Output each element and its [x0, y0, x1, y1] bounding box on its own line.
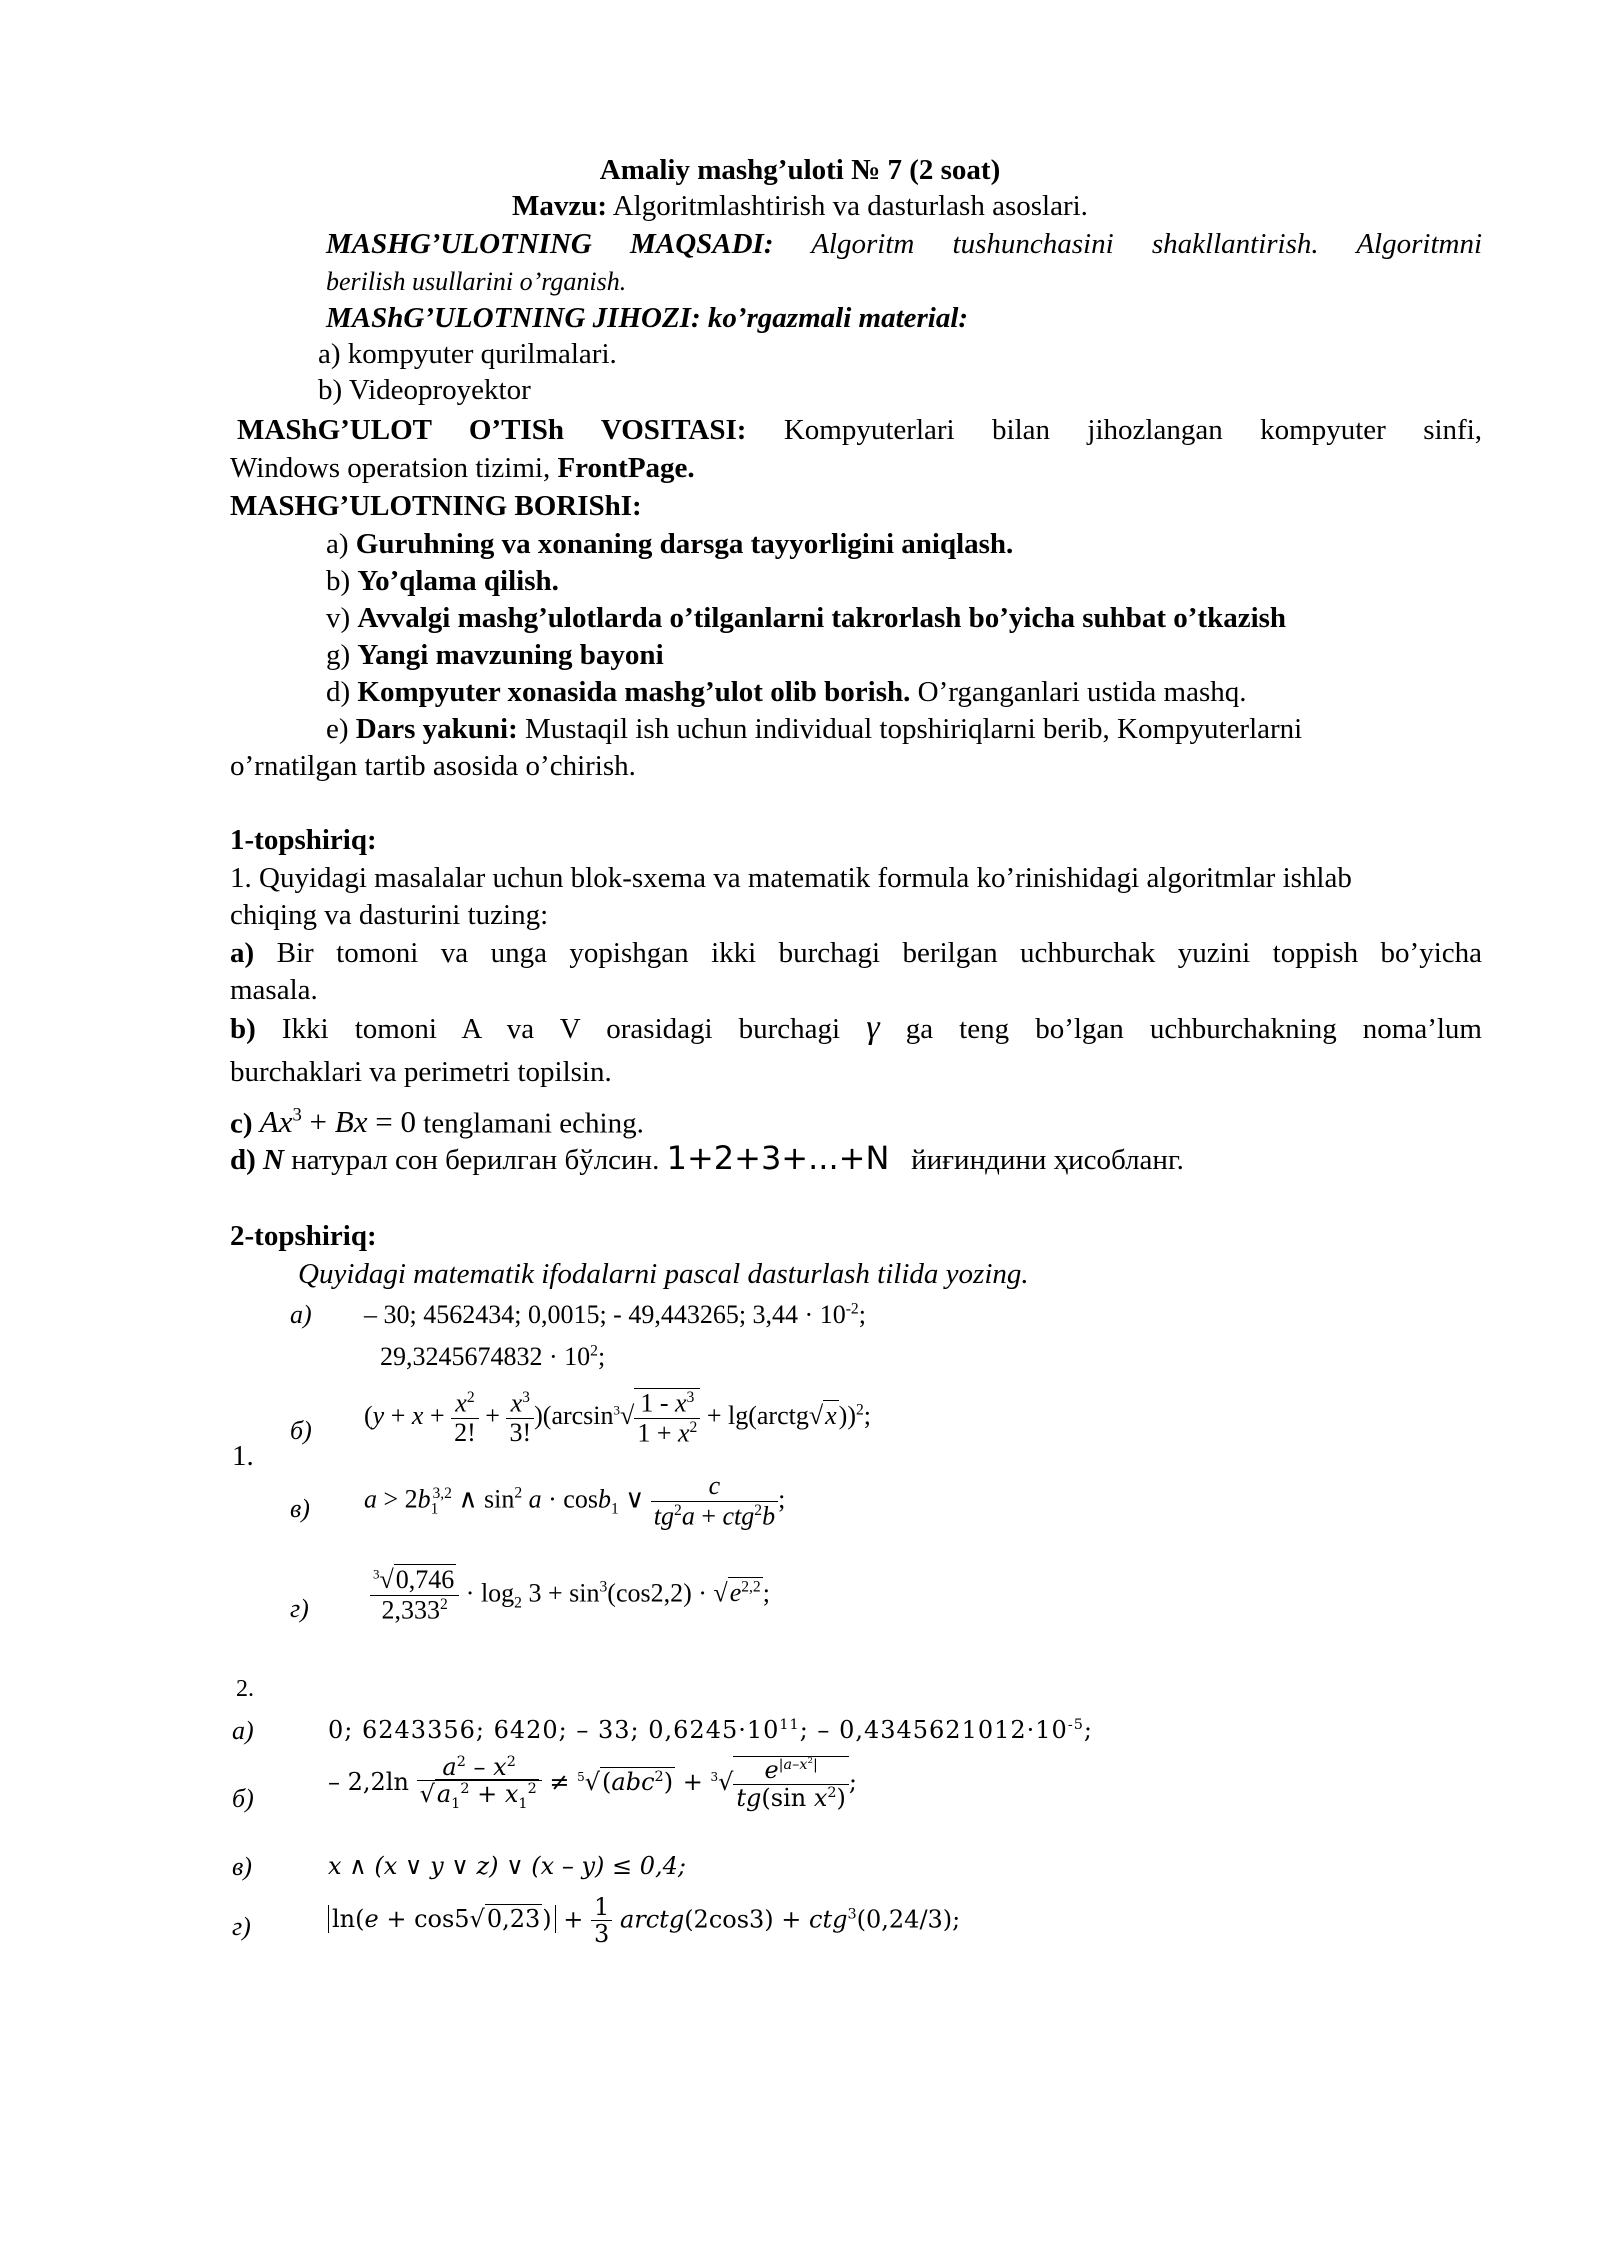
s1-g-label: г): [290, 1594, 309, 1623]
borishi-item-d: d) Kompyuter xonasida mashg’ulot olib borish. O’rganganlari ustida mashq.: [326, 676, 1247, 708]
s1-b-label: б): [290, 1416, 312, 1445]
s2-a-label: а): [232, 1716, 254, 1745]
s2-a-line: 0; 6243356; 6420; – 33; $0,6245\cdot 10^{11}$; – $0,4345621012\cdot 10^{-5}$;: [328, 1716, 1093, 1744]
s1-g-formula: $\frac{^3√0,746}{2,333^2}$ · $\log_2 3 + \sin^3(\cos 2,2) \cdot √e^{2,2}$;: [370, 1566, 770, 1625]
borishi-continuation: o’rnatilgan tartib asosida o’chirish.: [230, 750, 636, 782]
borishi-item-a: a) Guruhning va xonaning darsga tayyorligini aniqlash.: [326, 528, 1014, 560]
borishi-item-e: e) Dars yakuni: Mustaqil ish uchun individual topshiriqlarni berib, Kompyuterlarni: [326, 713, 1303, 745]
task1-b-line2: burchaklari va perimetri topilsin.: [230, 1056, 612, 1088]
sum-expression: 1+2+3+...+N: [666, 1139, 890, 1177]
s2-g-formula: ln(e + cos5√0,23) + $\frac{1}{3}$ arctg(2cos3) + ctg$^3$(0,24/3);: [328, 1894, 960, 1948]
s1-a-line2: $29,3245674832 \cdot 10^2$;: [380, 1342, 606, 1371]
s2-v-label: в): [232, 1852, 252, 1881]
task1-intro-line1: 1. Quyidagi masalalar uchun blok-sxema va matematik formula ko’rinishidagi algoritmlar ishlab: [230, 862, 1352, 894]
task2-intro: Quyidagi matematik ifodalarni pascal dasturlash tilida yozing.: [298, 1258, 1029, 1290]
jihozi-item-a: a) kompyuter qurilmalari.: [318, 338, 617, 370]
jihozi-line: MAShG’ULOTNING JIHOZI: ko’rgazmali material:: [326, 302, 969, 334]
vositasi-line1: MAShG’ULOT O’TISh VOSITASI: Kompyuterlari bilan jihozlangan kompyuter sinfi,: [237, 414, 1483, 446]
s2-b-formula: – 2,2ln $\frac{a^2 - x^2}{√a_1^2 + x_1^2}$ ≠ $^5$√(abc$^2$) + $^3$√ $\frac{e^{|a-x^2|}}{tg(\sin x^2)}$ ;: [328, 1753, 858, 1813]
task1-heading: 1-topshiriq:: [230, 824, 377, 856]
vositasi-line2: Windows operatsion tizimi, FrontPage.: [230, 452, 695, 484]
gamma-symbol: γ: [866, 1009, 880, 1046]
s1-a-label: а): [290, 1300, 312, 1329]
maqsad-line2: berilish usullarini o’rganish.: [326, 267, 627, 296]
s1-v-label: в): [290, 1494, 310, 1523]
s2-v-line: x ∧ (x ∨ y ∨ z) ∨ (x – y) ≤ 0,4;: [328, 1852, 686, 1880]
maqsad-line1: MASHG’ULOTNING MAQSADI: Algoritm tushunchasini shakllantirish. Algoritmni: [326, 228, 1482, 260]
task1-d-line: d) N натурал сон берилган бўлсин. 1+2+3+...+N йиғиндини ҳисобланг.: [230, 1139, 1184, 1177]
borishi-item-v: v) Avvalgi mashg’ulotlarda o’tilganlarni takrorlash bo’yicha suhbat o’tkazish: [326, 602, 1287, 634]
task2-heading: 2-topshiriq:: [230, 1220, 377, 1252]
task1-intro-line2: chiqing va dasturini tuzing:: [230, 899, 549, 931]
s2-g-label: г): [232, 1912, 251, 1941]
s1-number: 1.: [232, 1440, 254, 1472]
s2-number: 2.: [236, 1676, 254, 1702]
task1-a-line2: masala.: [230, 974, 318, 1006]
task1-b-line1: b) Ikki tomoni A va V orasidagi burchagi γ ga teng bo’lgan uchburchakning noma’lum: [230, 1009, 1482, 1046]
task1-c-line: c) $Ax^3 + Bx = 0$ tenglamani eching.: [230, 1104, 644, 1140]
s1-b-formula: (y + x + $\frac{x^2}{2!}$ + $\frac{x^3}{3!}$ )($\arcsin^3√$ $\frac{1 - x^3}{1 + x^2}$ + lg(arctg√x))$^2$;: [364, 1388, 872, 1448]
task1-a-line1: a) Bir tomoni va unga yopishgan ikki burchagi berilgan uchburchak yuzini toppish bo’yicha: [230, 937, 1482, 969]
borishi-heading: MASHG’ULOTNING BORIShI:: [230, 490, 642, 522]
jihozi-item-b: b) Videoproyektor: [318, 374, 531, 406]
s2-b-label: б): [232, 1784, 254, 1813]
borishi-item-g: g) Yangi mavzuning bayoni: [326, 639, 664, 671]
s1-a-line1: – 30; 4562434; 0,0015; - 49,443265; $3,44 \cdot 10^{-2}$;: [364, 1300, 866, 1329]
mavzu-line: Mavzu: Algoritmlashtirish va dasturlash asoslari.: [512, 190, 1088, 222]
s1-v-formula: $a > 2b_1^{3,2}$ ∧ $\sin^2 a \cdot \cos b_1$ ∨ $\frac{c}{tg^2a + ctg^2b}$ ;: [364, 1471, 786, 1531]
page-title: Amaliy mashg’uloti № 7 (2 soat): [599, 154, 1001, 186]
borishi-item-b: b) Yo’qlama qilish.: [326, 565, 559, 597]
